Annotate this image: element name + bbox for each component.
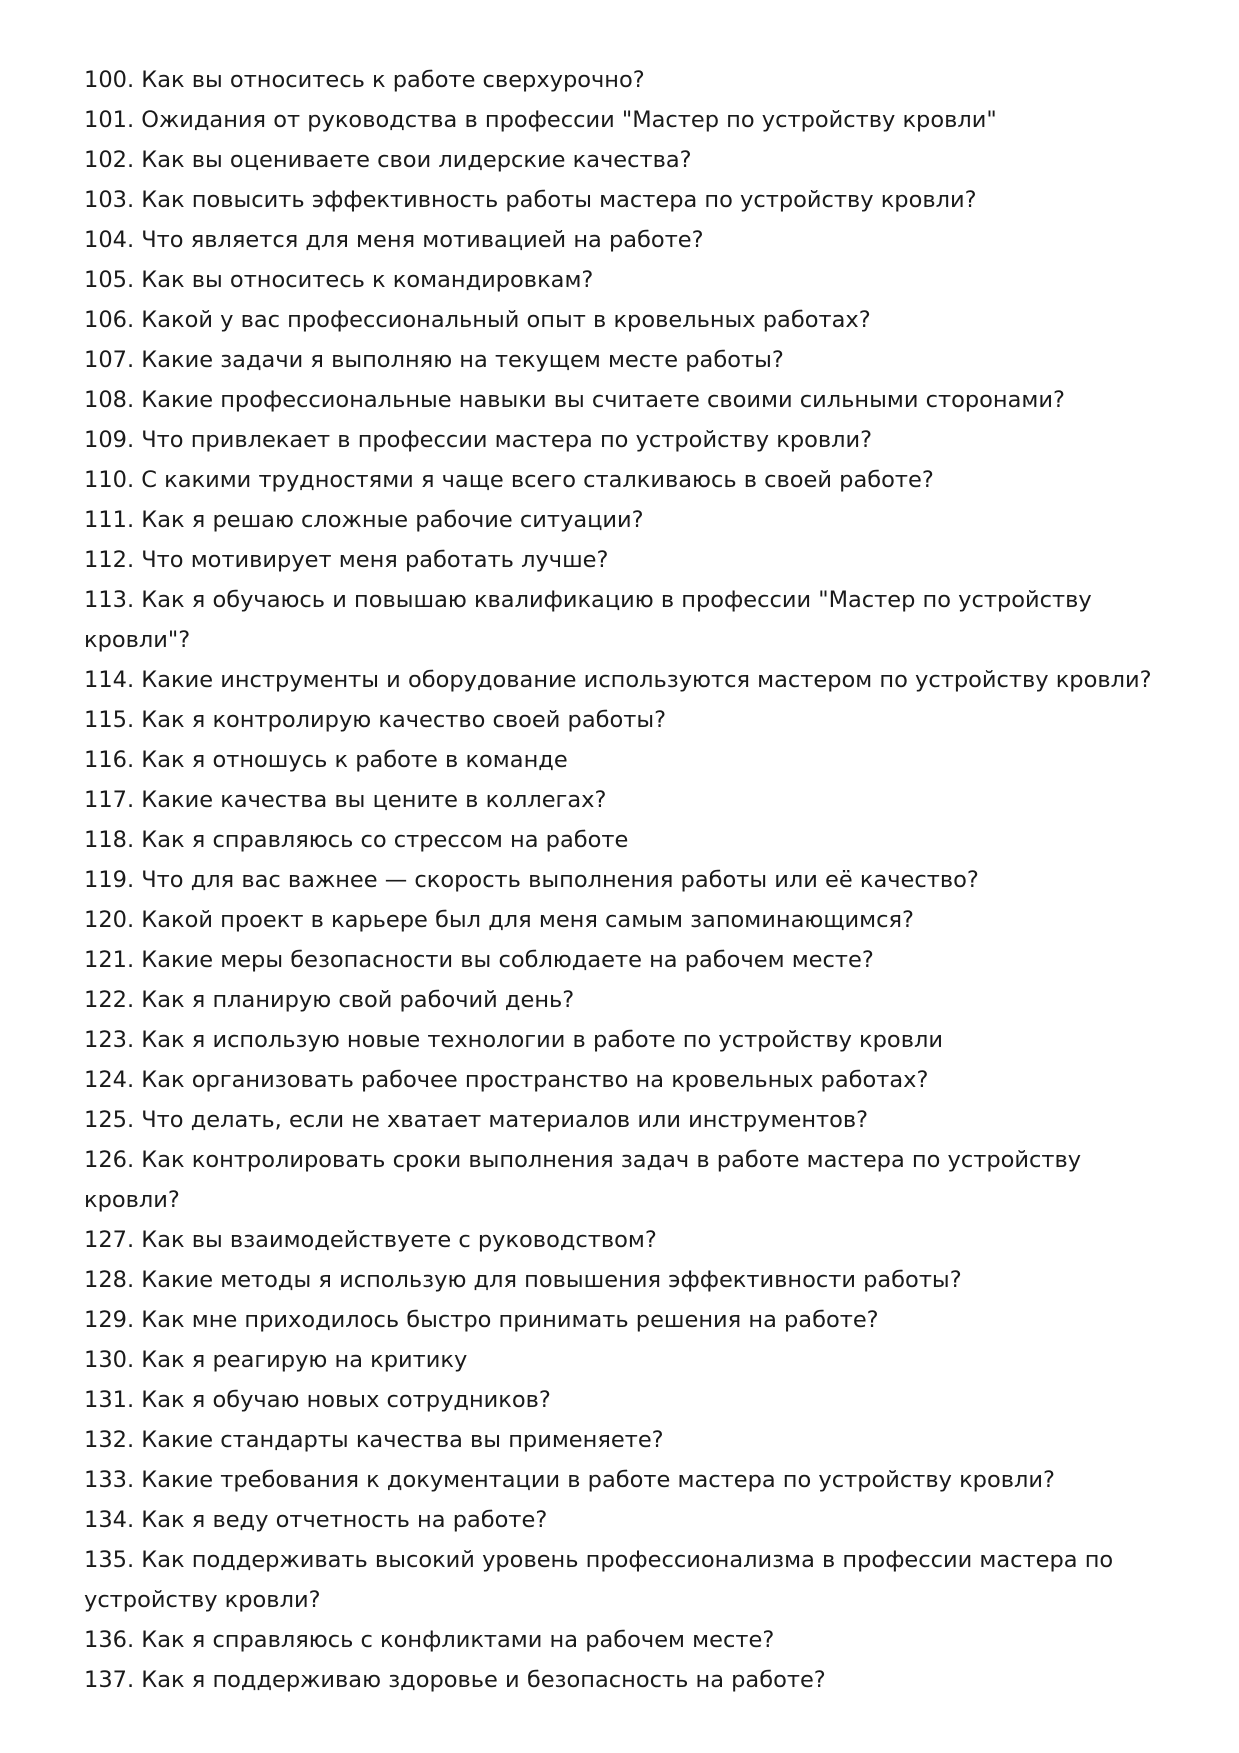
question-item: 105. Как вы относитесь к командировкам? — [84, 267, 594, 293]
question-item: 112. Что мотивирует меня работать лучше? — [84, 547, 609, 573]
question-item: 129. Как мне приходилось быстро принимать решения на работе? — [84, 1307, 879, 1333]
question-item: 128. Какие методы я использую для повышения эффективности работы? — [84, 1267, 962, 1293]
question-item: 100. Как вы относитесь к работе сверхурочно? — [84, 67, 645, 93]
document-page — [84, 60, 1164, 1700]
question-item: 108. Какие профессиональные навыки вы считаете своими сильными сторонами? — [84, 387, 1065, 413]
question-item: 134. Как я веду отчетность на работе? — [84, 1507, 548, 1533]
question-item: 117. Какие качества вы цените в коллегах? — [84, 787, 607, 813]
question-list — [84, 60, 1164, 1700]
question-item: 104. Что является для меня мотивацией на работе? — [84, 227, 704, 253]
question-item: 127. Как вы взаимодействуете с руководством? — [84, 1227, 657, 1253]
question-item: 130. Как я реагирую на критику — [84, 1347, 468, 1373]
question-item: 131. Как я обучаю новых сотрудников? — [84, 1387, 551, 1413]
question-item: 102. Как вы оцениваете свои лидерские качества? — [84, 147, 692, 173]
question-item: 103. Как повысить эффективность работы мастера по устройству кровли? — [84, 187, 977, 213]
question-item: 122. Как я планирую свой рабочий день? — [84, 987, 575, 1013]
question-item: 116. Как я отношусь к работе в команде — [84, 747, 568, 773]
question-item: 125. Что делать, если не хватает материалов или инструментов? — [84, 1107, 869, 1133]
question-item: 107. Какие задачи я выполняю на текущем месте работы? — [84, 347, 784, 373]
question-item: 136. Как я справляюсь с конфликтами на рабочем месте? — [84, 1627, 775, 1653]
question-item: 113. Как я обучаюсь и повышаю квалификацию в профессии "Мастер по устройству кровли"? — [84, 587, 1092, 653]
question-item: 137. Как я поддерживаю здоровье и безопасность на работе? — [84, 1667, 826, 1693]
question-item: 111. Как я решаю сложные рабочие ситуации? — [84, 507, 644, 533]
question-item: 114. Какие инструменты и оборудование используются мастером по устройству кровли? — [84, 667, 1152, 693]
question-item: 109. Что привлекает в профессии мастера по устройству кровли? — [84, 427, 873, 453]
question-item: 132. Какие стандарты качества вы применяете? — [84, 1427, 664, 1453]
question-item: 120. Какой проект в карьере был для меня самым запоминающимся? — [84, 907, 914, 933]
question-item: 124. Как организовать рабочее пространство на кровельных работах? — [84, 1067, 929, 1093]
question-item: 133. Какие требования к документации в работе мастера по устройству кровли? — [84, 1467, 1055, 1493]
question-item: 106. Какой у вас профессиональный опыт в кровельных работах? — [84, 307, 871, 333]
question-item: 101. Ожидания от руководства в профессии "Мастер по устройству кровли" — [84, 107, 997, 133]
question-item: 135. Как поддерживать высокий уровень профессионализма в профессии мастера по устройству кровли? — [84, 1547, 1114, 1613]
question-item: 121. Какие меры безопасности вы соблюдаете на рабочем месте? — [84, 947, 874, 973]
question-item: 110. С какими трудностями я чаще всего сталкиваюсь в своей работе? — [84, 467, 934, 493]
question-item: 119. Что для вас важнее — скорость выполнения работы или её качество? — [84, 867, 979, 893]
question-item: 115. Как я контролирую качество своей работы? — [84, 707, 667, 733]
question-item: 126. Как контролировать сроки выполнения задач в работе мастера по устройству кровли? — [84, 1147, 1082, 1213]
question-item: 118. Как я справляюсь со стрессом на работе — [84, 827, 629, 853]
question-item: 123. Как я использую новые технологии в работе по устройству кровли — [84, 1027, 943, 1053]
